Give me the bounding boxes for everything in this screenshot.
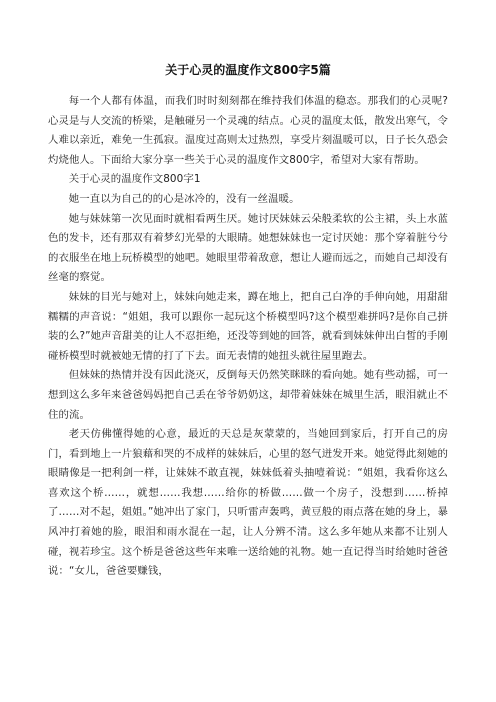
intro-paragraph: 每一个人都有体温，而我们时时刻刻都在维持我们体温的稳态。那我们的心灵呢?心灵是与人交流的桥梁，是触碰另一个灵魂的结点。心灵的温度太低，散发出寒气，令人难以亲近，难免一生孤寂。温度过高则太过热烈，享受片刻温暖可以，日子长久恐会灼烧他人。下面给大家分享一些关于心灵的温度作文800字，希望对大家有帮助。 (48, 95, 448, 166)
body-paragraph: 她一直以为自己的的心是冰冷的，没有一丝温暖。 (68, 192, 300, 205)
body-paragraph: 她与妹妹第一次见面时就相看两生厌。她讨厌妹妹云朵般柔软的公主裙，头上水蓝色的发卡，还有那双有着梦幻光晕的大眼睛。她想妹妹也一定讨厌她：那个穿着脏兮兮的衣服坐在地上玩桥模型的她吧。她眼里带着敌意，想让人避而远之，而她自己却没有丝毫的察觉。 (48, 212, 448, 284)
body-paragraph: 妹妹的目光与她对上，妹妹向她走来，蹲在地上，把自己白净的手伸向她，用甜甜糯糯的声音说：“姐姐，我可以跟你一起玩这个桥模型吗?这个模型难拼吗?是你自己拼装的么?”她声音甜美的让人不忍拒绝，还没等到她的回答，就看到妹妹伸出白皙的手刚碰桥模型时就被她无情的打了下去。面无表情的她扭头就往屋里跑去。 (48, 290, 448, 362)
body-paragraph: 老天仿佛懂得她的心意，最近的天总是灰蒙蒙的，当她回到家后，打开自己的房门，看到地上一片狼藉和哭的不成样的妹妹后，心里的怒气迸发开来。她觉得此刻她的眼睛像是一把利剑一样，让妹妹不敢直视，妹妹低着头抽噎着说：“姐姐，我看你这么喜欢这个桥……，就想……我想……给你的桥做……做一个房子，没想到……桥掉了……对不起，姐姐。”她冲出了家门，只听雷声轰鸣，黄豆般的雨点落在她的身上，暴风冲打着她的脸，眼泪和雨水混在一起，让人分辨不清。这么多年她从来都不让别人碰，视若珍宝。这个桥是爸爸这些年来唯一送给她的礼物。她一直记得当时给她时爸爸说：“女儿，爸爸要赚钱， (48, 428, 448, 578)
body-paragraph: 但妹妹的热情并没有因此浇灭，反倒每天仍然笑眯眯的看向她。她有些动摇，可一想到这么多年来爸爸妈妈把自己丢在爷爷奶奶这，却带着妹妹在城里生活，眼泪就止不住的流。 (48, 369, 448, 421)
document-title: 关于心灵的温度作文800字5篇 (165, 63, 331, 77)
section-heading: 关于心灵的温度作文800字1 (68, 173, 201, 186)
